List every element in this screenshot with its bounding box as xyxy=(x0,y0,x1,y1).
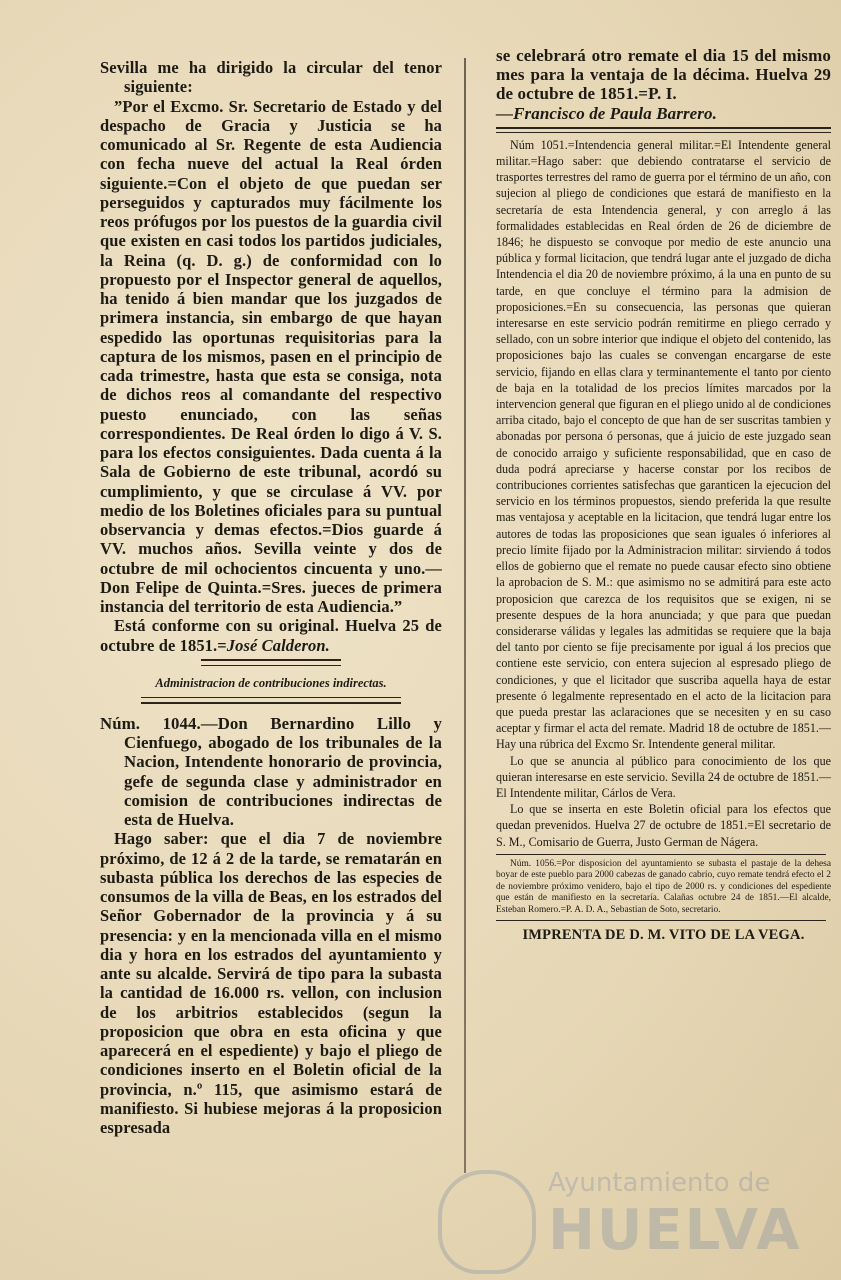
calderon-signature: José Calderon. xyxy=(226,635,330,655)
barrero-signature: —Francisco de Paula Barrero. xyxy=(496,103,717,123)
left-para-circular: ”Por el Excmo. Sr. Secretario de Estado y del despacho de Gracia y Justicia se ha comunicado al Sr. Regente de esta Audiencia con fecha nueve del actual la Real órden siguiente.=Con el objeto de que puedan ser perseguidos y capturados muy fácilmente los reos prófugos por los puestos de la guardia civil que existen en casi todos los partidos judiciales, la Reina (q. D. g.) de conformidad con lo propuesto por el Inspector general de aquellos, ha tenido á bien mandar que los juzgados de primera instancia, sin embargo de que hayan espedido las oportunas requisitorias para la captura de los mismos, pasen en el principio de cada trimestre, hasta que esta se consiga, nota de dichos reos al comandante del respectivo puesto enunciado, con las señas correspondientes. De Real órden lo digo á V. S. para los efectos consiguientes. Dada cuenta á la Sala de Gobierno de este tribunal, acordó su cumplimiento, y que se circulase á VV. por medio de los Boletines oficiales para su puntual observancia y demas efectos.=Dios guarde á VV. muchos años. Sevilla veinte y dos de octubre de mil ochocientos cincuenta y uno.—Don Felipe de Quinta.=Sres. jueces de primera instancia del territorio de esta Audiencia.” xyxy=(100,96,442,616)
section-rule-top xyxy=(201,659,341,666)
watermark-line-1: Ayuntamiento de xyxy=(548,1168,771,1198)
watermark-line-2: HUELVA xyxy=(548,1198,802,1263)
column-divider xyxy=(464,58,466,1173)
right-para-anuncia: Lo que se anuncia al público para conocimiento de los que quieran interesarse en este servicio. Sevilla 24 de octubre de 1851.—El Intendente militar, Cárlos de Vera. xyxy=(496,753,831,800)
imprenta-rule xyxy=(496,920,826,921)
section-rule-bottom xyxy=(141,697,401,704)
left-para-conforme xyxy=(100,616,442,655)
right-notice-1056: Núm. 1056.=Por disposicion del ayuntamiento se subasta el pastaje de la dehesa boyar de este pueblo para 2000 cabezas de ganado cabrío, cuyo remate tendrá efecto el 2 de noviembre próximo venidero, bajo el tipo de 2000 rs. y condiciones del espediente que están de manifiesto en la secretaría. Calañas octubre 24 de 1851.—El alcalde, Esteban Romero.=P. A. D. A., Sebastian de Soto, secretario. xyxy=(496,858,831,915)
left-para-1: Sevilla me ha dirigido la circular del tenor siguiente: xyxy=(100,58,442,97)
section-heading: Administracion de contribuciones indirectas. xyxy=(155,675,387,690)
watermark xyxy=(438,1160,818,1270)
right-rule xyxy=(496,127,831,133)
watermark-seal-icon xyxy=(438,1170,536,1274)
left-para-num-1044: Núm. 1044.—Don Bernardino Lillo y Cienfuego, abogado de los tribunales de la Nacion, Intendente honorario de provincia, gefe de segunda clase y administrador en comision de contribuciones indirectas de esta de Huelva. xyxy=(100,713,442,829)
conforme-text: Está conforme con su original. Huelva 25 de octubre de 1851.= xyxy=(100,616,442,655)
notice-rule xyxy=(496,854,826,855)
left-para-hago-saber: Hago saber: que el dia 7 de noviembre próximo, de 12 á 2 de la tarde, se rematarán en subasta pública los derechos de las especies de consumos de la villa de Beas, en los estrados del Señor Gobernador de la provincia y á su presencia: y en la mencionada villa en el mismo dia y hora en los estrados del ayuntamiento y ante su alcalde. Servirá de tipo para la subasta la cantidad de 16.000 rs. vellon, con inclusion de los arbitrios establecidos (segun la proposicion que obra en esta oficina y que aparecerá en el espediente) y bajo el pliego de condiciones inserto en el Boletin oficial de la provincia, n.º 115, que asimismo estará de manifiesto. Si hubiese mejoras á la proposicion espresada xyxy=(100,829,442,1137)
right-para-num-1051: Núm 1051.=Intendencia general militar.=El Intendente general militar.=Hago saber: que debiendo contratarse el servicio de trasportes terrestres del ramo de guerra por el término de un año, con sujecion al pliego de condiciones que estará de manifiesto en la secretaría de esta Intendencia general, y con arreglo á las formalidades establecidas en Real órden de 26 de diciembre de 1846; he dispuesto se convoque por medio de este anuncio una pública y formal licitacion, que tendrá lugar ante el juzgado de dicha Intendencia el dia 20 de noviembre próximo, á la una en punto de su tarde, en que concluye el término para la admision de proposiciones.=En su consecuencia, las personas que quieran interesarse en este servicio podrán remitirme en pliego cerrado y sellado, con un sobre interior que indique el objeto del contenido, las proposiciones bajo las cuales se convengan encargarse de este servicio, fijando en ellas clara y terminantemente el tanto por ciento de baja en la totalidad de los precios límites marcados por la intervencion general que figuran en el pliego unido al de condiciones arriba citado, bajo el concepto de que han de ser suscritas tambien y abonadas por persona ó personas, que á juicio de este juzgado sean de conocido arraigo y suficiente responsabilidad, que en caso de duda podrá apreciarse y hacerse constar por los recibos de contribuciones corrientes satisfechas que garanticen la ejecucion del servicio en los términos propuestos, siendo preferida la que resulte mas ventajosa y aceptable en la licitacion, que tendrá lugar entre los autores de todas las proposiciones que sean iguales ó inferiores al precio límite fijado por la Administracion militar: sirviendo á todos ellos de gobierno que el remate no puede causar efecto sino obtiene la aprobacion de S. M.: que asimismo no se admitirá para este acto proposicion que carezca de los requisitos que se exigen, ni se presente despues de la hora anunciada; y que para que puedan considerarse válidas y legales las admitidas se requiere que la baja del tanto por ciento se fije precisamente por igual á los precios que contiene este servicio, con entera sujecion al espresado pliego de condiciones, y que el licitador que suscriba aquella haya de estar presente ó legalmente representado en el acto de la licitacion para que pueda prestar las aclaraciones que se necesiten y en su caso aceptar y firmar el acta del remate. Madrid 18 de octubre de 1851.— Hay una rúbrica del Excmo Sr. Intendente general militar. xyxy=(496,137,831,752)
imprenta-line: IMPRENTA DE D. M. VITO DE LA VEGA. xyxy=(522,927,805,944)
right-column xyxy=(496,46,831,944)
right-para-inserta: Lo que se inserta en este Boletin oficial para los efectos que quedan prevenidos. Huelva 27 de octubre de 1851.=El secretario de S. M., Comisario de Guerra, Justo German de Nágera. xyxy=(496,802,831,849)
left-column xyxy=(100,58,442,1137)
right-para-1: se celebrará otro remate el dia 15 del mismo mes para la ventaja de la décima. Huelva 29 de octubre de 1851.=P. I. xyxy=(496,46,831,104)
